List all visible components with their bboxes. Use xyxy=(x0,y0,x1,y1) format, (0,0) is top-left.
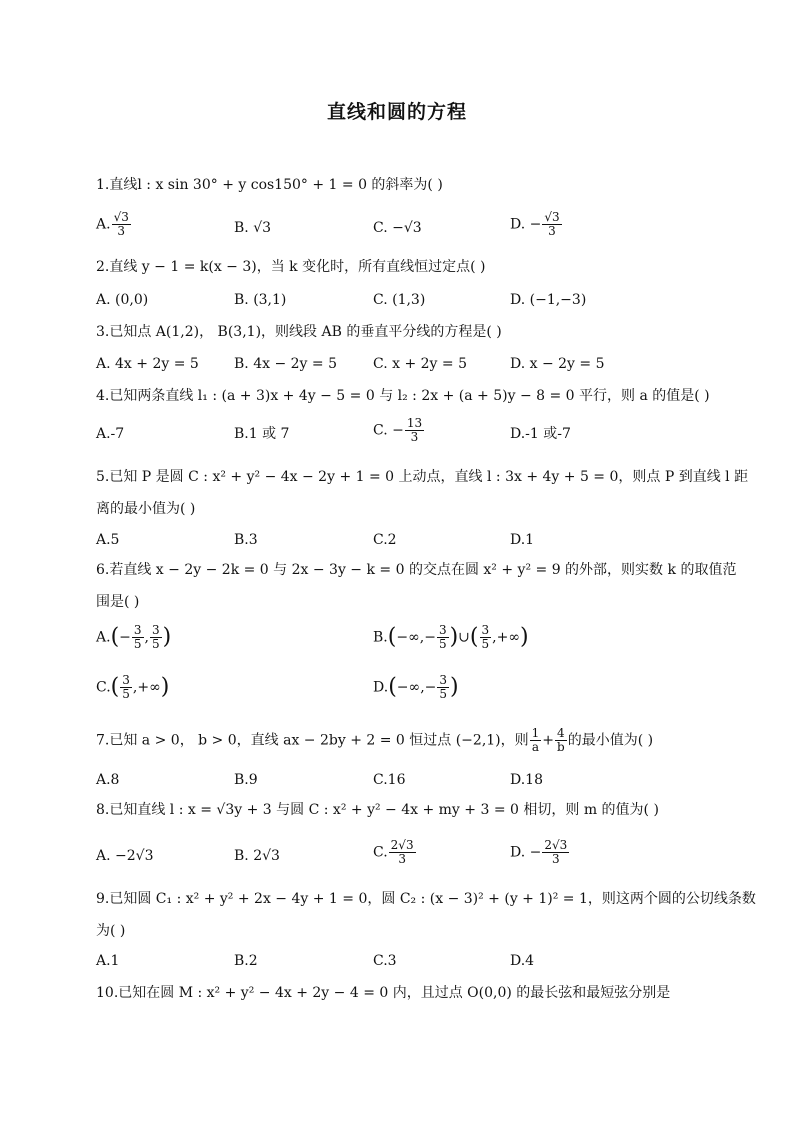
q8-option-c: C. $\frac{2√3}{3}$ xyxy=(373,838,414,866)
question-5-line-1: 5.已知 P 是圆 C : x² + y² − 4x − 2y + 1 = 0 上动点，直线 l : 3x + 4y + 5 = 0，则点 P 到直线 l 距 xyxy=(96,469,749,485)
q3-option-a: A. 4x + 2y = 5 xyxy=(96,356,199,372)
q3-option-b: B. 4x − 2y = 5 xyxy=(234,356,337,372)
q5-option-c: C.2 xyxy=(373,532,397,548)
q4-option-d: D.-1 或-7 xyxy=(510,426,571,442)
q5-option-a: A.5 xyxy=(96,532,120,548)
question-2: 2.直线 y − 1 = k(x − 3)，当 k 变化时，所有直线恒过定点( ) xyxy=(96,259,486,275)
q7-option-a: A.8 xyxy=(96,772,120,788)
question-6-line-2: 围是( ) xyxy=(96,594,140,610)
q9-option-b: B.2 xyxy=(234,953,258,969)
question-3: 3.已知点 A(1,2)， B(3,1)，则线段 AB 的垂直平分线的方程是( ) xyxy=(96,324,502,340)
question-7: 7.已知 a > 0， b > 0，直线 ax − 2by + 2 = 0 恒过点 (−2,1)，则 $\frac{1}{a}$ + $\frac{4}{b}$ 的最小值为( ) xyxy=(96,726,654,754)
q6-option-b: B.(−∞,− $\frac{3}{5}$ )∪( $\frac{3}{5}$ ,+∞) xyxy=(373,623,529,651)
q8-option-b: B. 2√3 xyxy=(234,848,280,864)
q8-option-a: A. −2√3 xyxy=(96,848,154,864)
q9-option-d: D.4 xyxy=(510,953,535,969)
q7-option-b: B.9 xyxy=(234,772,258,788)
q6-option-a: A.(− $\frac{3}{5}$ , $\frac{3}{5}$ ) xyxy=(96,623,172,651)
question-9-line-1: 9.已知圆 C₁ : x² + y² + 2x − 4y + 1 = 0，圆 C₂ : (x − 3)² + (y + 1)² = 1，则这两个圆的公切线条数 xyxy=(96,891,756,907)
q5-option-b: B.3 xyxy=(234,532,258,548)
q7-option-c: C.16 xyxy=(373,772,406,788)
q7-option-d: D.18 xyxy=(510,772,543,788)
question-9-line-2: 为( ) xyxy=(96,923,126,939)
q1-option-a: A. $\frac{√3}{3}$ xyxy=(96,210,129,238)
q1-option-d: D. − $\frac{√3}{3}$ xyxy=(510,210,560,238)
q2-option-a: A. (0,0) xyxy=(96,292,149,308)
q1-option-b: B. √3 xyxy=(234,220,272,236)
question-6-line-1: 6.若直线 x − 2y − 2k = 0 与 2x − 3y − k = 0 的交点在圆 x² + y² = 9 的外部，则实数 k 的取值范 xyxy=(96,562,737,578)
q4-option-a: A.-7 xyxy=(96,426,125,442)
q2-option-c: C. (1,3) xyxy=(373,292,426,308)
question-1: 1.直线l : x sin 30° + y cos150° + 1 = 0 的斜率为( ) xyxy=(96,177,443,193)
question-8: 8.已知直线 l : x = √3y + 3 与圆 C : x² + y² − 4x + my + 3 = 0 相切，则 m 的值为( ) xyxy=(96,802,659,818)
q3-option-d: D. x − 2y = 5 xyxy=(510,356,605,372)
q2-option-d: D. (−1,−3) xyxy=(510,292,587,308)
q5-option-d: D.1 xyxy=(510,532,535,548)
q1-option-c: C. −√3 xyxy=(373,220,422,236)
q3-option-c: C. x + 2y = 5 xyxy=(373,356,467,372)
question-4: 4.已知两条直线 l₁ : (a + 3)x + 4y − 5 = 0 与 l₂ : 2x + (a + 5)y − 8 = 0 平行，则 a 的值是( ) xyxy=(96,388,710,404)
q4-option-b: B.1 或 7 xyxy=(234,426,290,442)
page-title: 直线和圆的方程 xyxy=(326,101,467,123)
q6-option-d: D.(−∞,− $\frac{3}{5}$ ) xyxy=(373,673,459,701)
q9-option-a: A.1 xyxy=(96,953,120,969)
q8-option-d: D. − $\frac{2√3}{3}$ xyxy=(510,838,568,866)
q6-option-c: C.( $\frac{3}{5}$ ,+∞) xyxy=(96,673,170,701)
q9-option-c: C.3 xyxy=(373,953,397,969)
q2-option-b: B. (3,1) xyxy=(234,292,287,308)
q4-option-c: C. − $\frac{13}{3}$ xyxy=(373,416,423,444)
question-10: 10.已知在圆 M : x² + y² − 4x + 2y − 4 = 0 内，且过点 O(0,0) 的最长弦和最短弦分别是 xyxy=(96,985,671,1001)
question-5-line-2: 离的最小值为( ) xyxy=(96,501,196,517)
